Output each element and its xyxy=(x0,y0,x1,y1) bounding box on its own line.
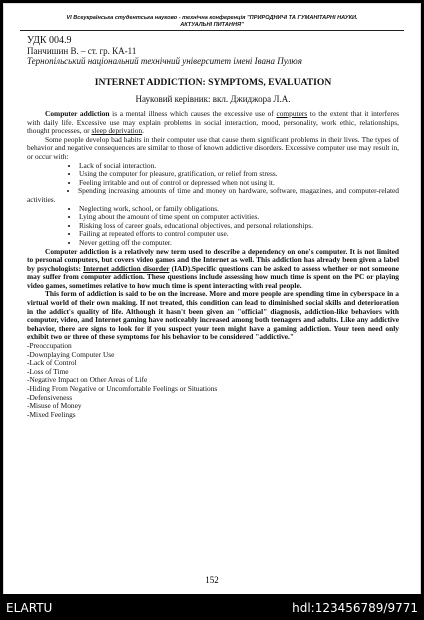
list-item: • Neglecting work, school, or family obligations. xyxy=(79,205,399,214)
computers-link[interactable]: computers xyxy=(276,109,308,118)
conference-header-line2: АКТУАЛЬНІ ПИТАННЯ" xyxy=(180,22,244,28)
article-title: INTERNET ADDICTION: SYMPTOMS, EVALUATION xyxy=(94,77,332,88)
document-page xyxy=(4,4,420,594)
symptom-item: -Misuse of Money xyxy=(27,401,82,411)
symptom-item: -Defensiveness xyxy=(27,392,73,402)
paragraph-3 xyxy=(27,248,399,291)
behavior-list-1 xyxy=(27,162,399,205)
repository-name: ELARTU xyxy=(6,601,53,615)
symptom-item: -Hiding From Negative or Uncomfortable Feelings or Situations xyxy=(27,384,218,393)
symptom-item: -Preoccupation xyxy=(27,341,72,351)
p3-text-1: Computer addiction is a relatively new term used to describe a dependency on one's computer. It is not limited to personal computers, but covers video games and the Internet as well. This addiction has already been given a label by psychologists: xyxy=(27,246,399,273)
list-item: • Lack of social interaction. xyxy=(79,162,399,171)
symptom-item: -Loss of Time xyxy=(27,366,69,376)
symptom-item: -Downplaying Computer Use xyxy=(27,349,115,359)
repository-footer-bar xyxy=(0,594,424,620)
list-item: • Lying about the amount of time spent on computer activities. xyxy=(79,213,399,222)
handle-id[interactable]: hdl:123456789/9771 xyxy=(292,601,418,615)
university-line: Тернопільський національний технічний університет імені Івана Пулюя xyxy=(27,56,302,66)
iad-link[interactable]: Internet addiction disorder xyxy=(83,263,170,273)
list-item: • Risking loss of career goals, educational objectives, and personal relationships. xyxy=(79,222,399,231)
paragraph-4: This form of addiction is said to be on the increase. More and more people are spending time in cyberspace in a virtual world of their own making. If not treated, this condition can lead to diminished social skills and deterioration in the addict's quality of life. Although it hasn't been given an "official" diagnosis, addiction-like behaviors with computer, video, and Internet gaming have noticeably increased among both teenagers and adults. Like any addictive behavior, there are signs to look for if you suspect your teen might have a gaming addiction. Your teen need only exhibit two or three of these symptoms for his behavior to be considered "addictive." xyxy=(27,289,399,342)
author-line: Панчишин В. – ст. гр. КА-11 xyxy=(27,46,137,56)
symptom-item: -Negative Impact on Other Areas of Life xyxy=(27,375,148,385)
sleep-deprivation-link[interactable]: sleep deprivation xyxy=(91,126,143,136)
page-number: 152 xyxy=(205,575,219,585)
intro-text-3: . xyxy=(142,126,145,136)
advisor-line: Науковий керівник: вкл. Джиджора Л.А. xyxy=(135,94,291,104)
conference-header-line1: VI Всеукраїнська студентська науково - технічна конференція "ПРИРОДНИЧІ ТА ГУМАНІТАРНІ НАУКИ. xyxy=(66,15,358,21)
list-item: • Failing at repeated efforts to control computer use. xyxy=(79,230,399,239)
paragraph-2: Some people develop bad habits in their computer use that cause them significant problems in their lives. The types of behavior and negative consequences are similar to those of known addictive disorders. Excessive computer use may result in, or occur with: xyxy=(27,134,399,161)
list-item: • Using the computer for pleasure, gratification, or relief from stress. xyxy=(79,170,399,179)
symptom-item: -Lack of Control xyxy=(27,358,77,368)
behavior-list-2 xyxy=(27,205,399,248)
symptom-list xyxy=(27,342,399,419)
intro-text-1: is a mental illness which causes the excessive use of xyxy=(109,109,277,118)
list-item: • Never getting off the computer. xyxy=(79,239,399,248)
list-item: • Feeling irritable and out of control or depressed when not using it. xyxy=(79,179,399,188)
list-item: • Spending increasing amounts of time and money on hardware, software, magazines, and computer-related activities. xyxy=(27,187,399,204)
udk-code: УДК 004.9 xyxy=(27,35,72,46)
conference-header xyxy=(20,15,404,29)
p3-text-2: (IAD).Specific questions can be asked to assess whether or not someone may suffer from computer addiction. These questions include assessing how much time is spent on the PC or playing video games, sometimes relative to how much time is spent interacting with real people. xyxy=(27,263,399,290)
header-divider xyxy=(20,30,404,31)
intro-lead: Computer addiction xyxy=(45,109,110,118)
article-body xyxy=(27,35,399,419)
intro-paragraph xyxy=(27,110,399,136)
symptom-item: -Mixed Feelings xyxy=(27,409,76,419)
intro-text-2: to the extent that it interferes with daily life. Excessive use may explain problems in social interaction, mood, personality, work ethic, relationships, thought processes, or xyxy=(27,109,400,136)
